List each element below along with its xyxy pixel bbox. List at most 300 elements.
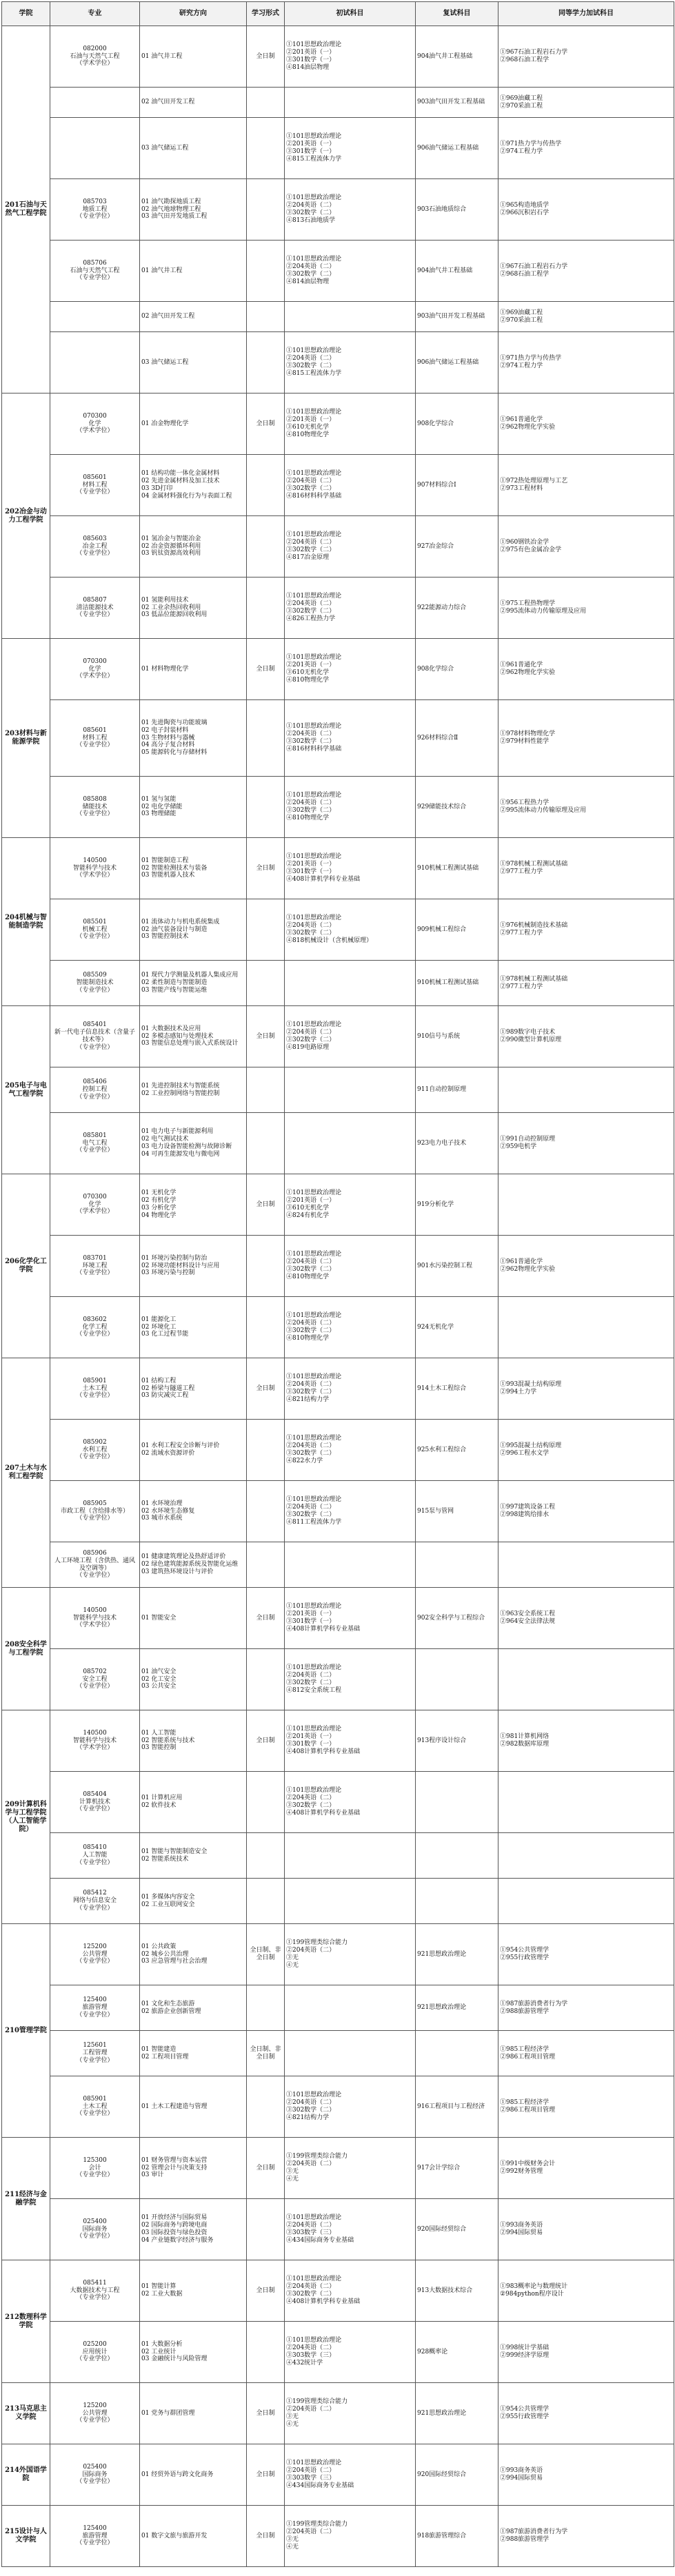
header-major: 专业	[50, 2, 140, 26]
exam-subjects-line: ②204英语（二）	[286, 2099, 336, 2107]
exam-subjects-line: ③301数学（一）	[286, 868, 336, 875]
exam-subjects-line: ④810物理化学	[286, 1273, 330, 1280]
study-mode-cell: 全日制	[247, 1174, 285, 1236]
major-line: 025400	[83, 2218, 107, 2225]
extra-subjects-line: ②970采油工程	[500, 102, 543, 110]
direction-line: 02 工程项目管理	[141, 2053, 189, 2061]
direction-line: 01 水环境治理	[141, 1500, 183, 1507]
study-mode-cell	[247, 1649, 285, 1710]
major-line: 材料工程	[82, 481, 108, 489]
direction-line: 02 电化学储能	[141, 803, 183, 810]
exam-subjects-line: ③302数学（二）	[286, 209, 336, 216]
extra-subjects-line: ②975有色金属冶金学	[500, 546, 562, 553]
direction-line: 01 经贸外语与跨文化商务	[141, 2471, 214, 2478]
exam-subjects-line: ④813石油地质学	[286, 216, 336, 224]
study-mode-cell	[247, 1985, 285, 2031]
exam-subjects-cell	[285, 2031, 416, 2076]
retest-subjects-line: 926材料综合Ⅱ	[417, 734, 459, 742]
direction-line: 02 绿色建筑能源系统及智能化运维	[141, 1561, 239, 1568]
study-mode-cell	[247, 1067, 285, 1113]
exam-subjects-line: ②201英语（一）	[286, 49, 336, 57]
direction-cell	[140, 2260, 247, 2322]
retest-subjects-cell	[416, 1542, 498, 1588]
exam-subjects-line: ③302数学（二）	[286, 485, 336, 492]
extra-subjects-cell	[498, 1879, 674, 1924]
extra-subjects-line: ①972热处理原理与工艺	[500, 478, 568, 485]
exam-subjects-line: ③302数学（二）	[286, 930, 336, 937]
retest-subjects-cell	[416, 577, 498, 639]
retest-subjects-cell	[416, 1710, 498, 1772]
retest-subjects-cell	[416, 1006, 498, 1067]
direction-line: 01 油气勘探地质工程	[141, 198, 201, 205]
table-row	[2, 1006, 674, 1067]
table-row	[2, 1542, 674, 1588]
major-line: （学术学位）	[76, 60, 114, 68]
extra-subjects-line: ②974工程力学	[500, 362, 543, 369]
exam-subjects-line: ④810物理化学	[286, 676, 330, 684]
direction-line: 01 结构工程	[141, 1377, 177, 1384]
exam-subjects-line: ③302数学（二）	[286, 1511, 336, 1518]
table-row	[2, 302, 674, 332]
extra-subjects-cell	[498, 1420, 674, 1481]
exam-subjects-line: ①101思想政治理论	[286, 792, 342, 799]
retest-subjects-cell	[416, 1297, 498, 1358]
major-cell	[50, 838, 140, 899]
direction-line: 03 智能机器人技术	[141, 872, 195, 879]
extra-subjects-cell	[498, 1174, 674, 1236]
exam-subjects-line: ④432统计学	[286, 2359, 323, 2367]
major-line: （专业学位）	[76, 1392, 114, 1400]
study-mode-cell: 全日制	[247, 26, 285, 88]
table-row	[2, 577, 674, 639]
retest-subjects-cell	[416, 241, 498, 302]
exam-subjects-cell	[285, 1067, 416, 1113]
exam-subjects-cell	[285, 1772, 416, 1833]
direction-line: 02 冶金资源循环利用	[141, 542, 201, 550]
exam-subjects-line: ④814油层物理	[286, 278, 330, 285]
exam-subjects-cell	[285, 961, 416, 1006]
retest-subjects-cell	[416, 1174, 498, 1236]
exam-subjects-line: ③302数学（二）	[286, 738, 336, 745]
header-study-mode: 学习形式	[247, 2, 285, 26]
major-line: 125400	[83, 2524, 107, 2532]
extra-subjects-cell	[498, 899, 674, 961]
retest-subjects-cell	[416, 1833, 498, 1879]
study-mode-cell: 全日制、非全日制	[247, 1924, 285, 1985]
direction-line: 02 城乡公共治理	[141, 1950, 189, 1958]
exam-subjects-line: ②204英语（二）	[286, 799, 336, 807]
major-cell	[50, 26, 140, 88]
major-line: （专业学位）	[76, 1043, 114, 1051]
exam-subjects-cell	[285, 2322, 416, 2383]
major-line: 水利工程	[82, 1446, 108, 1453]
retest-subjects-line: 902安全科学与工程综合	[417, 1614, 485, 1622]
extra-subjects-line: ②994国际贸易	[500, 2229, 543, 2236]
study-mode-cell	[247, 1236, 285, 1297]
direction-line: 04 可再生能源发电与微电网	[141, 1150, 220, 1158]
major-line: 070300	[83, 412, 107, 420]
study-mode-cell: 全日制	[247, 838, 285, 899]
exam-subjects-line: ④822水力学	[286, 1457, 323, 1464]
major-line: 025200	[83, 2340, 107, 2348]
extra-subjects-cell	[498, 1924, 674, 1985]
table-row	[2, 2260, 674, 2322]
direction-cell	[140, 516, 247, 577]
extra-subjects-line: ②968石油工程学	[500, 57, 550, 63]
exam-subjects-cell	[285, 2506, 416, 2567]
direction-line: 02 电子封装材料	[141, 726, 189, 734]
direction-line: 01 智能计算	[141, 2283, 177, 2291]
exam-subjects-line: ②201英语（一）	[286, 1197, 336, 1205]
exam-subjects-line: ②204英语（二）	[286, 2406, 336, 2413]
direction-line: 01 文化和生态旅游	[141, 2000, 195, 2007]
extra-subjects-line: ①960钢铁冶金学	[500, 539, 550, 546]
direction-line: 02 桥梁与隧道工程	[141, 1384, 195, 1392]
direction-line: 02 工业大数据	[141, 2291, 183, 2298]
exam-subjects-cell	[285, 393, 416, 455]
extra-subjects-line: ①995混凝土结构原理	[500, 1442, 562, 1450]
exam-subjects-cell	[285, 332, 416, 393]
direction-line: 02 工业余热回收利用	[141, 604, 201, 611]
major-cell	[50, 1985, 140, 2031]
extra-subjects-line: ②995流体动力传输原理及应用	[500, 608, 587, 615]
exam-subjects-line: ②204英语（二）	[286, 1672, 336, 1679]
extra-subjects-line: ①983概率论与数理统计	[500, 2283, 568, 2291]
extra-subjects-line: ①967石油工程岩石力学	[500, 263, 568, 271]
direction-cell	[140, 899, 247, 961]
exam-subjects-line: ①101思想政治理论	[286, 1726, 342, 1733]
extra-subjects-cell	[498, 118, 674, 179]
exam-subjects-line: ③610无机化学	[286, 669, 330, 676]
direction-line: 01 智能与智能制造安全	[141, 1848, 208, 1855]
direction-cell	[140, 2383, 247, 2444]
major-line: 智能科学与技术	[72, 864, 117, 872]
extra-subjects-cell	[498, 1542, 674, 1588]
extra-subjects-cell	[498, 2031, 674, 2076]
extra-subjects-cell	[498, 1358, 674, 1420]
table-row	[2, 1358, 674, 1420]
major-line: （专业学位）	[76, 1453, 114, 1461]
extra-subjects-cell	[498, 393, 674, 455]
exam-subjects-cell	[285, 838, 416, 899]
major-line: 085706	[83, 259, 107, 267]
extra-subjects-cell	[498, 639, 674, 700]
exam-subjects-cell	[285, 899, 416, 961]
college-cell: 211经济与金融学院	[2, 2138, 50, 2260]
retest-subjects-line: 914土木工程综合	[417, 1384, 467, 1392]
exam-subjects-line: ①101思想政治理论	[286, 1435, 342, 1442]
exam-subjects-line: ①101思想政治理论	[286, 723, 342, 730]
major-line: 070300	[83, 657, 107, 665]
exam-subjects-line: ①101思想政治理论	[286, 133, 342, 141]
direction-line: 02 柔性制造与智能制造	[141, 979, 208, 987]
exam-subjects-line: ②204英语（二）	[286, 1320, 336, 1327]
major-line: 082000	[83, 45, 107, 52]
retest-subjects-cell	[416, 2199, 498, 2260]
study-mode-cell	[247, 777, 285, 838]
retest-subjects-line: 908化学综合	[417, 665, 454, 673]
exam-subjects-line: ①101思想政治理论	[286, 531, 342, 539]
exam-subjects-line: ②201英语（一）	[286, 1733, 336, 1741]
major-line: 025400	[83, 2463, 107, 2471]
major-cell	[50, 2322, 140, 2383]
direction-line: 01 电力电子与新能源利用	[141, 1128, 214, 1136]
direction-line: 01 结构功能一体化金属材料	[141, 470, 220, 478]
exam-subjects-line: ③无	[286, 2536, 299, 2543]
table-row	[2, 838, 674, 899]
major-line: 085702	[83, 1668, 107, 1675]
retest-subjects-cell	[416, 118, 498, 179]
retest-subjects-line: 909机械工程综合	[417, 926, 467, 933]
extra-subjects-line: ②994国际贸易	[500, 2475, 543, 2482]
extra-subjects-line: ②962物理化学实验	[500, 424, 556, 431]
direction-cell	[140, 1649, 247, 1710]
retest-subjects-cell	[416, 2138, 498, 2199]
extra-subjects-cell	[498, 1833, 674, 1879]
major-line: 085905	[83, 1500, 107, 1507]
major-line: 085601	[83, 473, 107, 481]
direction-line: 02 油气地球物理工程	[141, 205, 201, 213]
extra-subjects-cell	[498, 961, 674, 1006]
extra-subjects-cell	[498, 1481, 674, 1542]
direction-line: 03 电力设备智能检测与故障诊断	[141, 1143, 232, 1150]
direction-cell	[140, 1588, 247, 1649]
exam-subjects-line: ③303数学（三）	[286, 2229, 336, 2236]
retest-subjects-line: 904油气井工程基础	[417, 267, 473, 274]
table-row	[2, 1772, 674, 1833]
table-row	[2, 899, 674, 961]
extra-subjects-cell	[498, 1710, 674, 1772]
exam-subjects-line: ②204英语（二）	[286, 2160, 336, 2168]
table-row	[2, 118, 674, 179]
study-mode-cell	[247, 118, 285, 179]
extra-subjects-line: ①963安全系统工程	[500, 1611, 556, 1618]
direction-line: 02 水环境生态修复	[141, 1507, 195, 1515]
table-row	[2, 26, 674, 88]
exam-subjects-line: ③302数学（二）	[286, 1036, 336, 1043]
major-line: 市政工程（含给排水等）	[60, 1507, 129, 1515]
retest-subjects-line: 906油气储运工程基础	[417, 144, 479, 152]
major-line: 控制工程	[82, 1086, 108, 1094]
retest-subjects-cell	[416, 1772, 498, 1833]
direction-line: 01 党务与群团管理	[141, 2409, 195, 2417]
exam-subjects-line: ①101思想政治理论	[286, 654, 342, 662]
retest-subjects-line: 908化学综合	[417, 420, 454, 427]
major-line: （专业学位）	[76, 2233, 114, 2240]
retest-subjects-line: 903石油地质综合	[417, 205, 467, 213]
exam-subjects-line: ④810物理化学	[286, 431, 330, 438]
direction-line: 02 智能系统技术	[141, 1855, 189, 1863]
retest-subjects-line: 915泵与管网	[417, 1507, 454, 1515]
exam-subjects-line: ①101思想政治理论	[286, 2214, 342, 2222]
study-mode-cell	[247, 1481, 285, 1542]
extra-subjects-line: ②977工程力学	[500, 868, 543, 875]
exam-subjects-line: ②204英语（二）	[286, 922, 336, 930]
major-cell	[50, 516, 140, 577]
exam-subjects-cell	[285, 241, 416, 302]
extra-subjects-cell	[498, 88, 674, 118]
table-row	[2, 1067, 674, 1113]
direction-line: 03 国际投资与绿色投资	[141, 2229, 208, 2236]
extra-subjects-line: ①971热力学与传热学	[500, 355, 562, 362]
exam-subjects-line: ③302数学（二）	[286, 2107, 336, 2114]
exam-subjects-line: ①101思想政治理论	[286, 1664, 342, 1672]
table-row	[2, 241, 674, 302]
study-mode-cell: 全日制	[247, 393, 285, 455]
direction-line: 03 低品位能源回收利用	[141, 611, 208, 619]
major-cell	[50, 777, 140, 838]
table-row	[2, 393, 674, 455]
header-direction: 研究方向	[140, 2, 247, 26]
extra-subjects-cell	[498, 1067, 674, 1113]
major-line: 旅游管理	[82, 2532, 108, 2539]
direction-cell	[140, 2506, 247, 2567]
extra-subjects-line: ①961普通化学	[500, 416, 543, 424]
exam-subjects-line: ④812安全系统工程	[286, 1686, 342, 1694]
extra-subjects-cell	[498, 1649, 674, 1710]
extra-subjects-line: ②994土力学	[500, 1389, 537, 1396]
direction-line: 01 油气井工程	[141, 52, 183, 60]
major-line: 070300	[83, 1193, 107, 1200]
retest-subjects-line: 907材料综合Ⅰ	[417, 481, 456, 489]
major-line: 083701	[83, 1254, 107, 1262]
study-mode-cell	[247, 1420, 285, 1481]
major-cell	[50, 1297, 140, 1358]
direction-line: 01 智能制造工程	[141, 857, 189, 864]
exam-subjects-line: ②204英语（二）	[286, 730, 336, 738]
direction-cell	[140, 2322, 247, 2383]
study-mode-cell: 全日制	[247, 1588, 285, 1649]
exam-subjects-line: ①101思想政治理论	[286, 2276, 342, 2283]
major-line: 会计	[88, 2164, 101, 2171]
major-line: （专业学位）	[76, 1269, 114, 1277]
table-row	[2, 2506, 674, 2567]
direction-line: 02 油气装备设计与制造	[141, 926, 208, 933]
retest-subjects-cell	[416, 2506, 498, 2567]
direction-cell	[140, 2199, 247, 2260]
exam-subjects-line: ④826工程热力学	[286, 615, 336, 622]
retest-subjects-cell	[416, 2076, 498, 2138]
direction-cell	[140, 241, 247, 302]
exam-subjects-cell	[285, 2076, 416, 2138]
major-line: （专业学位）	[76, 2011, 114, 2018]
study-mode-cell: 全日制	[247, 2383, 285, 2444]
retest-subjects-cell	[416, 1481, 498, 1542]
extra-subjects-cell	[498, 1772, 674, 1833]
direction-line: 01 开放经济与国际贸易	[141, 2214, 208, 2222]
major-line: 应用统计	[82, 2348, 108, 2355]
extra-subjects-cell	[498, 302, 674, 332]
exam-subjects-line: ④810物理化学	[286, 1334, 330, 1342]
study-mode-cell: 全日制	[247, 2444, 285, 2506]
major-line: 085902	[83, 1438, 107, 1446]
major-cell	[50, 2031, 140, 2076]
study-mode-cell: 全日制	[247, 639, 285, 700]
direction-line: 01 智能安全	[141, 1614, 177, 1622]
retest-subjects-cell	[416, 777, 498, 838]
retest-subjects-cell	[416, 455, 498, 516]
extra-subjects-line: ②990微型计算机原理	[500, 1036, 562, 1043]
direction-cell	[140, 179, 247, 241]
exam-subjects-line: ①101思想政治理论	[286, 347, 342, 355]
exam-subjects-cell	[285, 1297, 416, 1358]
major-line: （专业学位）	[76, 810, 114, 818]
header-row	[2, 2, 674, 26]
table-row	[2, 1985, 674, 2031]
college-cell: 208安全科学与工程学院	[2, 1588, 50, 1710]
major-line: 新一代电子信息技术（含量子技术等）	[54, 1029, 135, 1043]
direction-cell	[140, 302, 247, 332]
direction-cell	[140, 1772, 247, 1833]
direction-line: 01 先进陶瓷与功能玻璃	[141, 719, 208, 726]
exam-subjects-line: ①101思想政治理论	[286, 470, 342, 478]
exam-subjects-line: ①101思想政治理论	[286, 853, 342, 861]
direction-cell	[140, 1113, 247, 1174]
direction-line: 03 油气田开发地质工程	[141, 213, 208, 221]
retest-subjects-line: 910机械工程测试基础	[417, 864, 479, 872]
direction-line: 02 环境化工	[141, 1323, 177, 1331]
direction-cell	[140, 1985, 247, 2031]
major-line: （学术学位）	[76, 1208, 114, 1216]
major-line: （专业学位）	[76, 1515, 114, 1522]
extra-subjects-cell	[498, 700, 674, 777]
extra-subjects-line: ②996工程水文学	[500, 1450, 550, 1457]
major-line: 085404	[83, 1790, 107, 1798]
major-line: 125300	[83, 2156, 107, 2164]
direction-line: 02 化工安全	[141, 1675, 177, 1683]
major-line: 环境工程	[82, 1262, 108, 1269]
major-cell	[50, 118, 140, 179]
exam-subjects-line: ④821结构力学	[286, 1396, 330, 1403]
major-line: （专业学位）	[76, 742, 114, 749]
major-line: （学术学位）	[76, 1744, 114, 1752]
extra-subjects-line: ①961普通化学	[500, 1258, 543, 1266]
major-line: 化学	[88, 420, 101, 427]
exam-subjects-line: ①199管理类综合能力	[286, 2521, 348, 2528]
exam-subjects-line: ①101思想政治理论	[286, 593, 342, 600]
major-line: （学术学位）	[76, 1622, 114, 1629]
study-mode-cell	[247, 1297, 285, 1358]
major-line: 材料工程	[82, 734, 108, 742]
major-line: 人工环境工程（含供热、通风及空调等）	[54, 1557, 135, 1572]
major-line: 土木工程	[82, 2103, 108, 2110]
major-line: 140500	[83, 857, 107, 864]
major-line: （专业学位）	[76, 2355, 114, 2363]
college-cell: 204机械与智能制造学院	[2, 838, 50, 1006]
study-mode-cell: 全日制	[247, 1006, 285, 1067]
retest-subjects-line: 925水利工程综合	[417, 1446, 467, 1453]
extra-subjects-line: ②986工程项目管理	[500, 2107, 556, 2114]
retest-subjects-cell	[416, 2322, 498, 2383]
direction-cell	[140, 961, 247, 1006]
table-row	[2, 961, 674, 1006]
direction-line: 01 多媒体内容安全	[141, 1893, 195, 1901]
major-line: 电气工程	[82, 1139, 108, 1147]
study-mode-cell	[247, 455, 285, 516]
exam-subjects-line: ①101思想政治理论	[286, 41, 342, 49]
major-cell	[50, 2076, 140, 2138]
college-cell: 201石油与天然气工程学院	[2, 26, 50, 393]
retest-subjects-cell	[416, 2260, 498, 2322]
retest-subjects-cell	[416, 1649, 498, 1710]
exam-subjects-line: ②204英语（二）	[286, 600, 336, 608]
retest-subjects-line: 921思想政治理论	[417, 2004, 467, 2012]
retest-subjects-line: 920国际经贸综合	[417, 2225, 467, 2233]
direction-cell	[140, 393, 247, 455]
exam-subjects-line: ③301数学（一）	[286, 148, 336, 155]
extra-subjects-line: ①954公共管理学	[500, 1947, 550, 1954]
exam-subjects-line: ③302数学（二）	[286, 1802, 336, 1809]
